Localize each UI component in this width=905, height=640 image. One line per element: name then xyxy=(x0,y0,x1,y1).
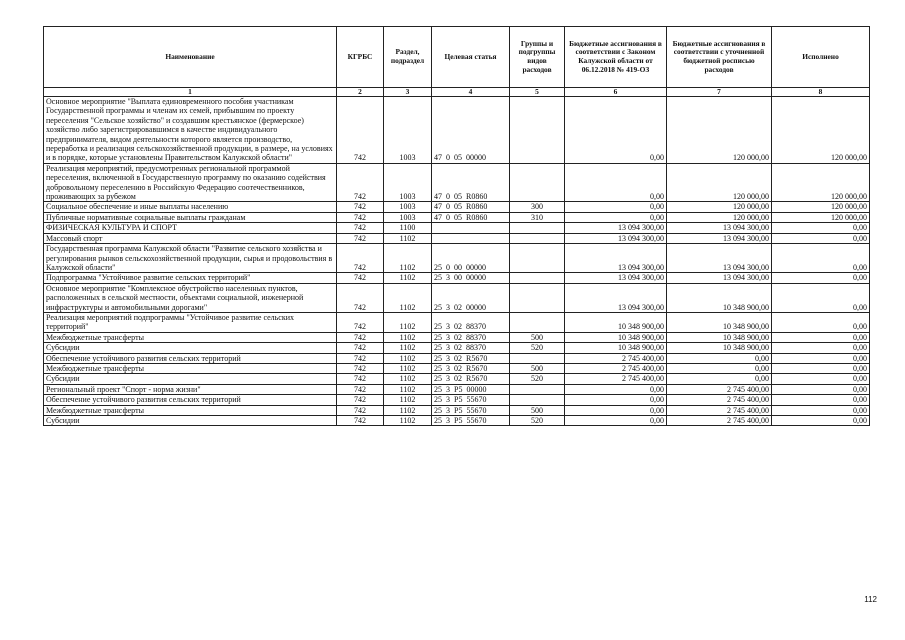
table-row xyxy=(44,223,870,233)
cell-executed: 0,00 xyxy=(772,244,870,273)
cell-name: Государственная программа Калужской области "Развитие сельского хозяйства и регулирования рынков сельскохозяйственной продукции, сырья и продовольствия в Калужской области" xyxy=(44,244,337,273)
column-number: 7 xyxy=(667,88,772,97)
cell-refined: 2 745 400,00 xyxy=(667,405,772,415)
cell-law: 0,00 xyxy=(565,97,667,164)
table-row xyxy=(44,163,870,202)
table-body xyxy=(44,97,870,426)
cell-name: Публичные нормативные социальные выплаты гражданам xyxy=(44,212,337,222)
cell-refined: 2 745 400,00 xyxy=(667,416,772,426)
cell-kgrbs: 742 xyxy=(337,363,384,373)
cell-kgrbs: 742 xyxy=(337,416,384,426)
budget-table xyxy=(43,26,870,426)
cell-executed: 0,00 xyxy=(772,233,870,243)
cell-group xyxy=(510,312,565,332)
cell-name: Основное мероприятие "Комплексное обустройство населенных пунктов, расположенных в сельской местности, объектами социальной, инженерной инфраструктуры и автомобильными дорогами" xyxy=(44,283,337,312)
cell-refined: 13 094 300,00 xyxy=(667,233,772,243)
table-row xyxy=(44,374,870,384)
header-kgrbs: КГРБС xyxy=(337,27,384,88)
cell-section: 1102 xyxy=(384,343,432,353)
cell-executed: 120 000,00 xyxy=(772,202,870,212)
cell-name: Обеспечение устойчивого развития сельских территорий xyxy=(44,353,337,363)
cell-kgrbs: 742 xyxy=(337,223,384,233)
cell-target: 47 0 05 R0860 xyxy=(432,202,510,212)
cell-law: 13 094 300,00 xyxy=(565,223,667,233)
cell-refined: 13 094 300,00 xyxy=(667,273,772,283)
cell-target: 25 3 02 R5670 xyxy=(432,374,510,384)
cell-name: Реализация мероприятий подпрограммы "Устойчивое развитие сельских территорий" xyxy=(44,312,337,332)
table-row xyxy=(44,312,870,332)
cell-group xyxy=(510,223,565,233)
cell-name: Субсидии xyxy=(44,416,337,426)
cell-target: 25 3 00 00000 xyxy=(432,273,510,283)
column-number: 8 xyxy=(772,88,870,97)
cell-law: 0,00 xyxy=(565,202,667,212)
header-executed: Исполнено xyxy=(772,27,870,88)
column-numbers-row xyxy=(44,88,870,97)
cell-name: Межбюджетные трансферты xyxy=(44,405,337,415)
cell-law: 0,00 xyxy=(565,163,667,202)
table-row xyxy=(44,416,870,426)
table-row xyxy=(44,343,870,353)
cell-executed: 0,00 xyxy=(772,353,870,363)
cell-section: 1003 xyxy=(384,212,432,222)
cell-executed: 120 000,00 xyxy=(772,97,870,164)
cell-law: 13 094 300,00 xyxy=(565,233,667,243)
cell-kgrbs: 742 xyxy=(337,212,384,222)
cell-group: 520 xyxy=(510,374,565,384)
cell-executed: 120 000,00 xyxy=(772,212,870,222)
cell-group xyxy=(510,395,565,405)
cell-target: 25 3 P5 55670 xyxy=(432,416,510,426)
cell-refined: 120 000,00 xyxy=(667,212,772,222)
cell-section: 1100 xyxy=(384,223,432,233)
header-section: Раздел, подраздел xyxy=(384,27,432,88)
cell-refined: 10 348 900,00 xyxy=(667,283,772,312)
cell-name: Подпрограмма "Устойчивое развитие сельских территорий" xyxy=(44,273,337,283)
table-row xyxy=(44,332,870,342)
cell-target: 25 3 02 88370 xyxy=(432,343,510,353)
cell-executed: 0,00 xyxy=(772,223,870,233)
cell-kgrbs: 742 xyxy=(337,202,384,212)
cell-section: 1102 xyxy=(384,405,432,415)
cell-group: 520 xyxy=(510,416,565,426)
cell-section: 1003 xyxy=(384,97,432,164)
cell-name: ФИЗИЧЕСКАЯ КУЛЬТУРА И СПОРТ xyxy=(44,223,337,233)
cell-target: 25 3 P5 55670 xyxy=(432,405,510,415)
cell-refined: 0,00 xyxy=(667,353,772,363)
cell-group: 520 xyxy=(510,343,565,353)
cell-section: 1102 xyxy=(384,233,432,243)
cell-refined: 120 000,00 xyxy=(667,202,772,212)
cell-group xyxy=(510,97,565,164)
cell-kgrbs: 742 xyxy=(337,353,384,363)
cell-section: 1102 xyxy=(384,363,432,373)
cell-kgrbs: 742 xyxy=(337,244,384,273)
header-group: Группы и подгруппы видов расходов xyxy=(510,27,565,88)
cell-refined: 2 745 400,00 xyxy=(667,395,772,405)
cell-group xyxy=(510,283,565,312)
cell-target xyxy=(432,223,510,233)
cell-law: 0,00 xyxy=(565,416,667,426)
cell-refined: 2 745 400,00 xyxy=(667,384,772,394)
cell-name: Субсидии xyxy=(44,343,337,353)
cell-target: 25 3 P5 55670 xyxy=(432,395,510,405)
cell-kgrbs: 742 xyxy=(337,395,384,405)
table-row xyxy=(44,384,870,394)
table-row xyxy=(44,283,870,312)
cell-section: 1003 xyxy=(384,202,432,212)
cell-executed: 120 000,00 xyxy=(772,163,870,202)
cell-group xyxy=(510,273,565,283)
cell-group xyxy=(510,384,565,394)
column-number: 1 xyxy=(44,88,337,97)
cell-kgrbs: 742 xyxy=(337,405,384,415)
cell-target: 47 0 05 R0860 xyxy=(432,212,510,222)
cell-section: 1102 xyxy=(384,416,432,426)
table-row xyxy=(44,212,870,222)
table-row xyxy=(44,97,870,164)
cell-name: Реализация мероприятий, предусмотренных региональной программой переселения, включенной в Государственную программу по оказанию содействия добровольному переселению в Российскую Федерацию соотечественников, проживающих за рубежом xyxy=(44,163,337,202)
table-row xyxy=(44,202,870,212)
cell-group: 500 xyxy=(510,405,565,415)
cell-group xyxy=(510,233,565,243)
column-number: 5 xyxy=(510,88,565,97)
table-row xyxy=(44,405,870,415)
header-name: Наименование xyxy=(44,27,337,88)
header-refined: Бюджетные ассигнования в соответствии с уточненной бюджетной росписью расходов xyxy=(667,27,772,88)
column-number: 4 xyxy=(432,88,510,97)
cell-refined: 120 000,00 xyxy=(667,97,772,164)
cell-executed: 0,00 xyxy=(772,363,870,373)
cell-executed: 0,00 xyxy=(772,332,870,342)
cell-target: 47 0 05 00000 xyxy=(432,97,510,164)
cell-target: 25 3 02 88370 xyxy=(432,312,510,332)
cell-kgrbs: 742 xyxy=(337,273,384,283)
column-number: 3 xyxy=(384,88,432,97)
cell-name: Социальное обеспечение и иные выплаты населению xyxy=(44,202,337,212)
cell-law: 0,00 xyxy=(565,384,667,394)
cell-refined: 120 000,00 xyxy=(667,163,772,202)
cell-section: 1102 xyxy=(384,384,432,394)
cell-refined: 10 348 900,00 xyxy=(667,312,772,332)
cell-group xyxy=(510,244,565,273)
table-row xyxy=(44,233,870,243)
cell-section: 1102 xyxy=(384,244,432,273)
cell-law: 10 348 900,00 xyxy=(565,312,667,332)
cell-executed: 0,00 xyxy=(772,405,870,415)
table-row xyxy=(44,353,870,363)
cell-law: 0,00 xyxy=(565,212,667,222)
cell-name: Основное мероприятие "Выплата единовременного пособия участникам Государственной программы и членам их семей, прибывшим по проекту переселения "Сельское хозяйство" и создавшим крестьянское (фермерское) хозяйство либо зарегистрировавшимся в качестве индивидуального предпринимателя, видом деятельности которого является производство, переработка и реализация сельскохозяйственной продукции, в размере, на условиях и в порядке, которые установлены Правительством Калужской области" xyxy=(44,97,337,164)
cell-law: 2 745 400,00 xyxy=(565,374,667,384)
cell-executed: 0,00 xyxy=(772,343,870,353)
header-row xyxy=(44,27,870,88)
cell-law: 0,00 xyxy=(565,405,667,415)
cell-kgrbs: 742 xyxy=(337,343,384,353)
header-law: Бюджетные ассигнования в соответствии с Законом Калужской области от 06.12.2018 № 419-ОЗ xyxy=(565,27,667,88)
column-number: 6 xyxy=(565,88,667,97)
cell-law: 10 348 900,00 xyxy=(565,343,667,353)
cell-section: 1102 xyxy=(384,374,432,384)
cell-group xyxy=(510,163,565,202)
cell-target xyxy=(432,233,510,243)
cell-section: 1102 xyxy=(384,353,432,363)
cell-law: 13 094 300,00 xyxy=(565,244,667,273)
column-number: 2 xyxy=(337,88,384,97)
cell-law: 13 094 300,00 xyxy=(565,283,667,312)
cell-executed: 0,00 xyxy=(772,312,870,332)
cell-kgrbs: 742 xyxy=(337,97,384,164)
cell-kgrbs: 742 xyxy=(337,163,384,202)
cell-section: 1102 xyxy=(384,332,432,342)
cell-executed: 0,00 xyxy=(772,283,870,312)
cell-name: Массовый спорт xyxy=(44,233,337,243)
cell-name: Региональный проект "Спорт - норма жизни" xyxy=(44,384,337,394)
header-target: Целевая статья xyxy=(432,27,510,88)
cell-executed: 0,00 xyxy=(772,273,870,283)
cell-kgrbs: 742 xyxy=(337,233,384,243)
cell-group: 310 xyxy=(510,212,565,222)
cell-name: Обеспечение устойчивого развития сельских территорий xyxy=(44,395,337,405)
cell-target: 25 3 02 R5670 xyxy=(432,363,510,373)
cell-law: 2 745 400,00 xyxy=(565,363,667,373)
cell-law: 10 348 900,00 xyxy=(565,332,667,342)
cell-section: 1102 xyxy=(384,283,432,312)
cell-refined: 10 348 900,00 xyxy=(667,343,772,353)
cell-target: 25 3 P5 00000 xyxy=(432,384,510,394)
cell-kgrbs: 742 xyxy=(337,384,384,394)
cell-section: 1102 xyxy=(384,273,432,283)
cell-law: 0,00 xyxy=(565,395,667,405)
cell-section: 1003 xyxy=(384,163,432,202)
cell-refined: 13 094 300,00 xyxy=(667,244,772,273)
cell-executed: 0,00 xyxy=(772,384,870,394)
cell-kgrbs: 742 xyxy=(337,332,384,342)
table-row xyxy=(44,363,870,373)
cell-kgrbs: 742 xyxy=(337,374,384,384)
cell-refined: 13 094 300,00 xyxy=(667,223,772,233)
cell-name: Субсидии xyxy=(44,374,337,384)
cell-target: 25 3 02 00000 xyxy=(432,283,510,312)
cell-section: 1102 xyxy=(384,312,432,332)
table-row xyxy=(44,273,870,283)
cell-group: 500 xyxy=(510,332,565,342)
cell-target: 25 3 02 R5670 xyxy=(432,353,510,363)
page-number: 112 xyxy=(864,595,877,604)
cell-target: 25 3 02 88370 xyxy=(432,332,510,342)
cell-group xyxy=(510,353,565,363)
cell-name: Межбюджетные трансферты xyxy=(44,332,337,342)
cell-group: 300 xyxy=(510,202,565,212)
table-row xyxy=(44,244,870,273)
cell-name: Межбюджетные трансферты xyxy=(44,363,337,373)
cell-target: 25 0 00 00000 xyxy=(432,244,510,273)
cell-executed: 0,00 xyxy=(772,395,870,405)
cell-group: 500 xyxy=(510,363,565,373)
cell-section: 1102 xyxy=(384,395,432,405)
cell-refined: 0,00 xyxy=(667,363,772,373)
cell-refined: 0,00 xyxy=(667,374,772,384)
cell-kgrbs: 742 xyxy=(337,283,384,312)
table-row xyxy=(44,395,870,405)
cell-target: 47 0 05 R0860 xyxy=(432,163,510,202)
cell-law: 2 745 400,00 xyxy=(565,353,667,363)
cell-executed: 0,00 xyxy=(772,374,870,384)
cell-refined: 10 348 900,00 xyxy=(667,332,772,342)
cell-executed: 0,00 xyxy=(772,416,870,426)
cell-law: 13 094 300,00 xyxy=(565,273,667,283)
cell-kgrbs: 742 xyxy=(337,312,384,332)
